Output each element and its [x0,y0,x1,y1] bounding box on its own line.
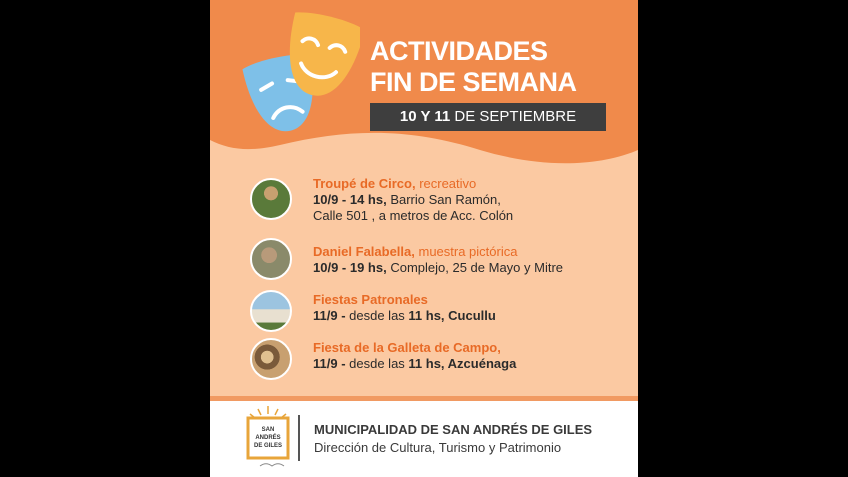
poster-title [370,36,577,98]
logo-line3: DE GILES [253,443,283,449]
title-line1: ACTIVIDADES [370,36,548,66]
event-text [313,244,633,276]
event-time: 10/9 - 19 hs, [313,260,387,275]
title-line2: FIN DE SEMANA [370,67,577,97]
event-detail-bold: 11 hs, Azcuénaga [408,356,517,371]
footer-divider [298,415,300,461]
circus-performer-photo-icon [250,178,292,220]
theater-masks-icon [240,12,360,142]
municipality-name: MUNICIPALIDAD DE SAN ANDRÉS DE GILES [314,422,593,437]
event-poster [210,0,638,477]
event-title: Fiesta de la Galleta de Campo, [313,340,501,355]
event-detail: Complejo, 25 de Mayo y Mitre [386,260,564,275]
date-rest: DE SEPTIEMBRE [450,108,577,125]
event-subtitle: muestra pictórica [414,244,518,259]
event-detail-2: Calle 501 , a metros de Acc. Colón [313,208,514,223]
event-detail: Barrio San Ramón, [386,192,501,207]
church-photo-icon [250,290,292,332]
event-time: 11/9 - [313,356,346,371]
event-title: Troupé de Circo, [313,176,416,191]
event-detail: desde las [345,308,409,323]
department-name: Dirección de Cultura, Turismo y Patrimonio [314,440,562,455]
event-text [313,176,633,224]
logo-line2: ANDRÉS [255,435,281,441]
event-detail-bold: 11 hs, Cucullu [408,308,496,323]
date-bold: 10 Y 11 [399,108,451,125]
event-subtitle: recreativo [415,176,477,191]
painting-artist-photo-icon [250,238,292,280]
footer-accent-bar [210,396,638,401]
event-time: 11/9 - [313,308,346,323]
event-text [313,340,633,372]
event-text [313,292,633,324]
event-time: 10/9 - 14 hs, [313,192,387,207]
event-title: Daniel Falabella, [313,244,415,259]
date-banner [370,103,606,131]
municipality-logo [240,404,296,470]
event-detail: desde las [345,356,409,371]
event-title: Fiestas Patronales [313,292,428,307]
logo-line1: SAN [261,427,275,433]
footer [210,396,638,477]
bread-photo-icon [250,338,292,380]
